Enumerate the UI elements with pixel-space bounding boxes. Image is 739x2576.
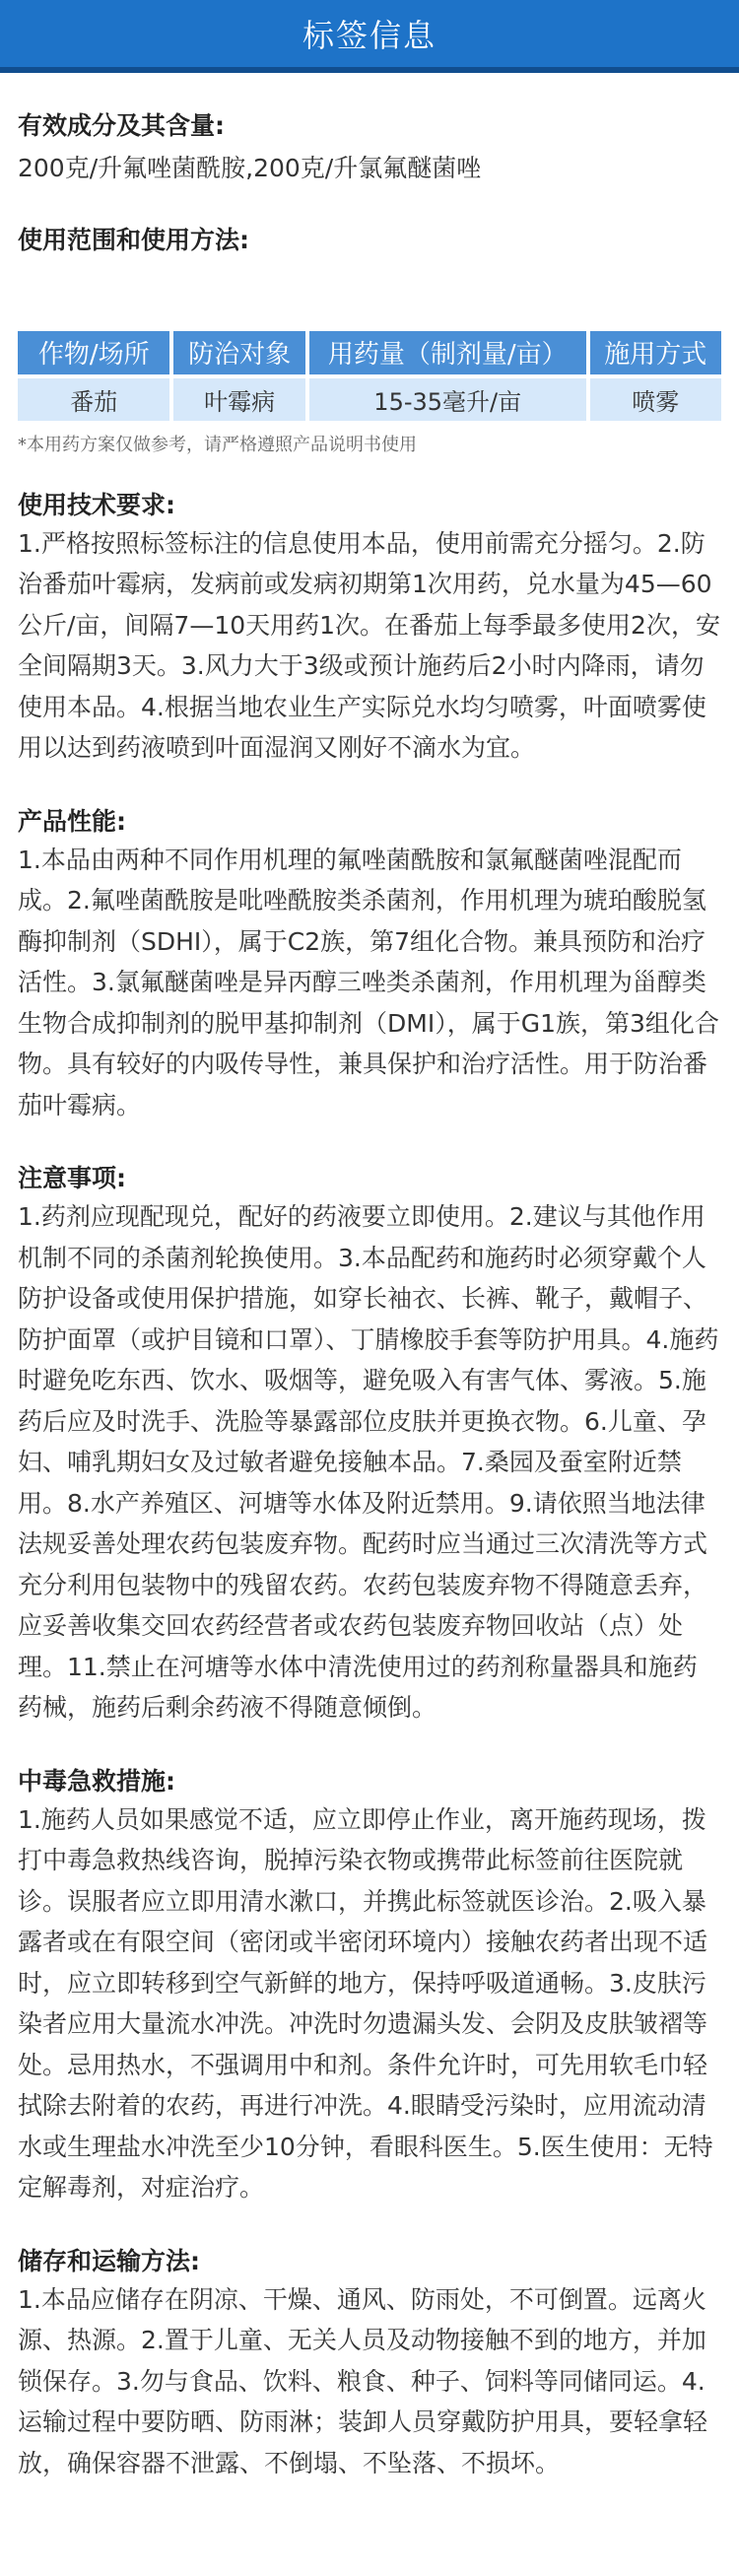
ingredients-section <box>18 106 721 189</box>
cell-dosage: 15-35毫升/亩 <box>309 378 586 421</box>
label-content <box>0 106 739 2483</box>
table-row <box>18 378 721 421</box>
storage-text: 1.本品应储存在阴凉、干燥、通风、防雨处，不可倒置。远离火源、热源。2.置于儿童、无关人员及动物接触不到的地方，并加锁保存。3.勿与食品、饮料、粮食、种子、饲料等同储同运。4.运输过程中要防晒、防雨淋；装卸人员穿戴防护用具，要轻拿轻放，确保容器不泄露、不倒塌、不坠落、不损坏。 <box>18 2284 708 2477</box>
technique-text: 1.严格按照标签标注的信息使用本品，使用前需充分摇匀。2.防治番茄叶霉病，发病前或发病初期第1次用药，兑水量为45—60公斤/亩，间隔7—10天用药1次。在番茄上每季最多使用2次，安全间隔期3天。3.风力大于3级或预计施药后2小时内降雨，请勿使用本品。4.根据当地农业生产实际兑水均匀喷雾，叶面喷雾使用以达到药液喷到叶面湿润又刚好不滴水为宜。 <box>18 528 720 762</box>
section-title-storage: 储存和运输方法: <box>18 2246 200 2275</box>
caution-text: 1.药剂应现配现兑，配好的药液要立即使用。2.建议与其他作用机制不同的杀菌剂轮换使用。3.本品配药和施药时必须穿戴个人防护设备或使用保护措施，如穿长袖衣、长裤、靴子，戴帽子、防护面罩（或护目镜和口罩）、丁腈橡胶手套等防护用具。4.施药时避免吃东西、饮水、吸烟等，避免吸入有害气体、雾液。5.施药后应及时洗手、洗脸等暴露部位皮肤并更换衣物。6.儿童、孕妇、哺乳期妇女及过敏者避免接触本品。7.桑园及蚕室附近禁用。8.水产养殖区、河塘等水体及附近禁用。9.请依照当地法律法规妥善处理农药包装废弃物。配药时应当通过三次清洗等方式充分利用包装物中的残留农药。农药包装废弃物不得随意丢弃，应妥善收集交回农药经营者或农药包装废弃物回收站（点）处理。11.禁止在河塘等水体中清洗使用过的药剂称量器具和施药药械，施药后剩余药液不得随意倾倒。 <box>18 1202 719 1722</box>
cell-method: 喷雾 <box>590 378 721 421</box>
section-title-ingredients: 有效成分及其含量: <box>18 111 225 140</box>
first-aid-text: 1.施药人员如果感觉不适，应立即停止作业，离开施药现场，拨打中毒急救热线咨询，脱掉污染衣物或携带此标签前往医院就诊。误服者应立即用清水漱口，并携此标签就医诊治。2.吸入暴露者或在有限空间（密闭或半密闭环境内）接触农药者出现不适时，应立即转移到空气新鲜的地方，保持呼吸道通畅。3.皮肤污染者应用大量流水冲洗。冲洗时勿遗漏头发、会阴及皮肤皱褶等处。忌用热水，不强调用中和剂。条件允许时，可先用软毛巾轻拭除去附着的农药，再进行冲洗。4.眼睛受污染时，应用流动清水或生理盐水冲洗至少10分钟，看眼科医生。5.医生使用：无特定解毒剂，对症治疗。 <box>18 1804 713 2202</box>
first-aid-section <box>18 1762 721 2208</box>
ingredients-text: 200克/升氟唑菌酰胺,200克/升氯氟醚菌唑 <box>18 154 482 182</box>
section-title-caution: 注意事项: <box>18 1164 126 1192</box>
table-header-row <box>18 331 721 374</box>
section-title-first-aid: 中毒急救措施: <box>18 1766 175 1796</box>
caution-section <box>18 1159 721 1729</box>
storage-section <box>18 2242 721 2484</box>
section-title-scope: 使用范围和使用方法: <box>18 225 249 254</box>
technique-section <box>18 486 721 769</box>
cell-crop: 番茄 <box>18 378 169 421</box>
performance-text: 1.本品由两种不同作用机理的氟唑菌酰胺和氯氟醚菌唑混配而成。2.氟唑菌酰胺是吡唑酰胺类杀菌剂，作用机理为琥珀酸脱氢酶抑制剂（SDHI），属于C2族，第7组化合物。兼具预防和治疗活性。3.氯氟醚菌唑是异丙醇三唑类杀菌剂，作用机理为甾醇类生物合成抑制剂的脱甲基抑制剂（DMI），属于G1族，第3组化合物。具有较好的内吸传导性，兼具保护和治疗活性。用于防治番茄叶霉病。 <box>18 845 719 1119</box>
column-header-dosage: 用药量（制剂量/亩） <box>309 331 586 374</box>
header-bar <box>0 0 739 73</box>
section-title-technique: 使用技术要求: <box>18 490 175 519</box>
column-header-target: 防治对象 <box>173 331 304 374</box>
usage-note: *本用药方案仅做参考，请严格遵照产品说明书使用 <box>18 434 417 455</box>
performance-section <box>18 802 721 1126</box>
cell-target: 叶霉病 <box>173 378 304 421</box>
column-header-method: 施用方式 <box>590 331 721 374</box>
usage-scope-section <box>18 221 721 456</box>
column-header-crop: 作物/场所 <box>18 331 169 374</box>
section-title-performance: 产品性能: <box>18 806 126 836</box>
usage-table <box>14 327 725 425</box>
page-title: 标签信息 <box>302 17 437 54</box>
